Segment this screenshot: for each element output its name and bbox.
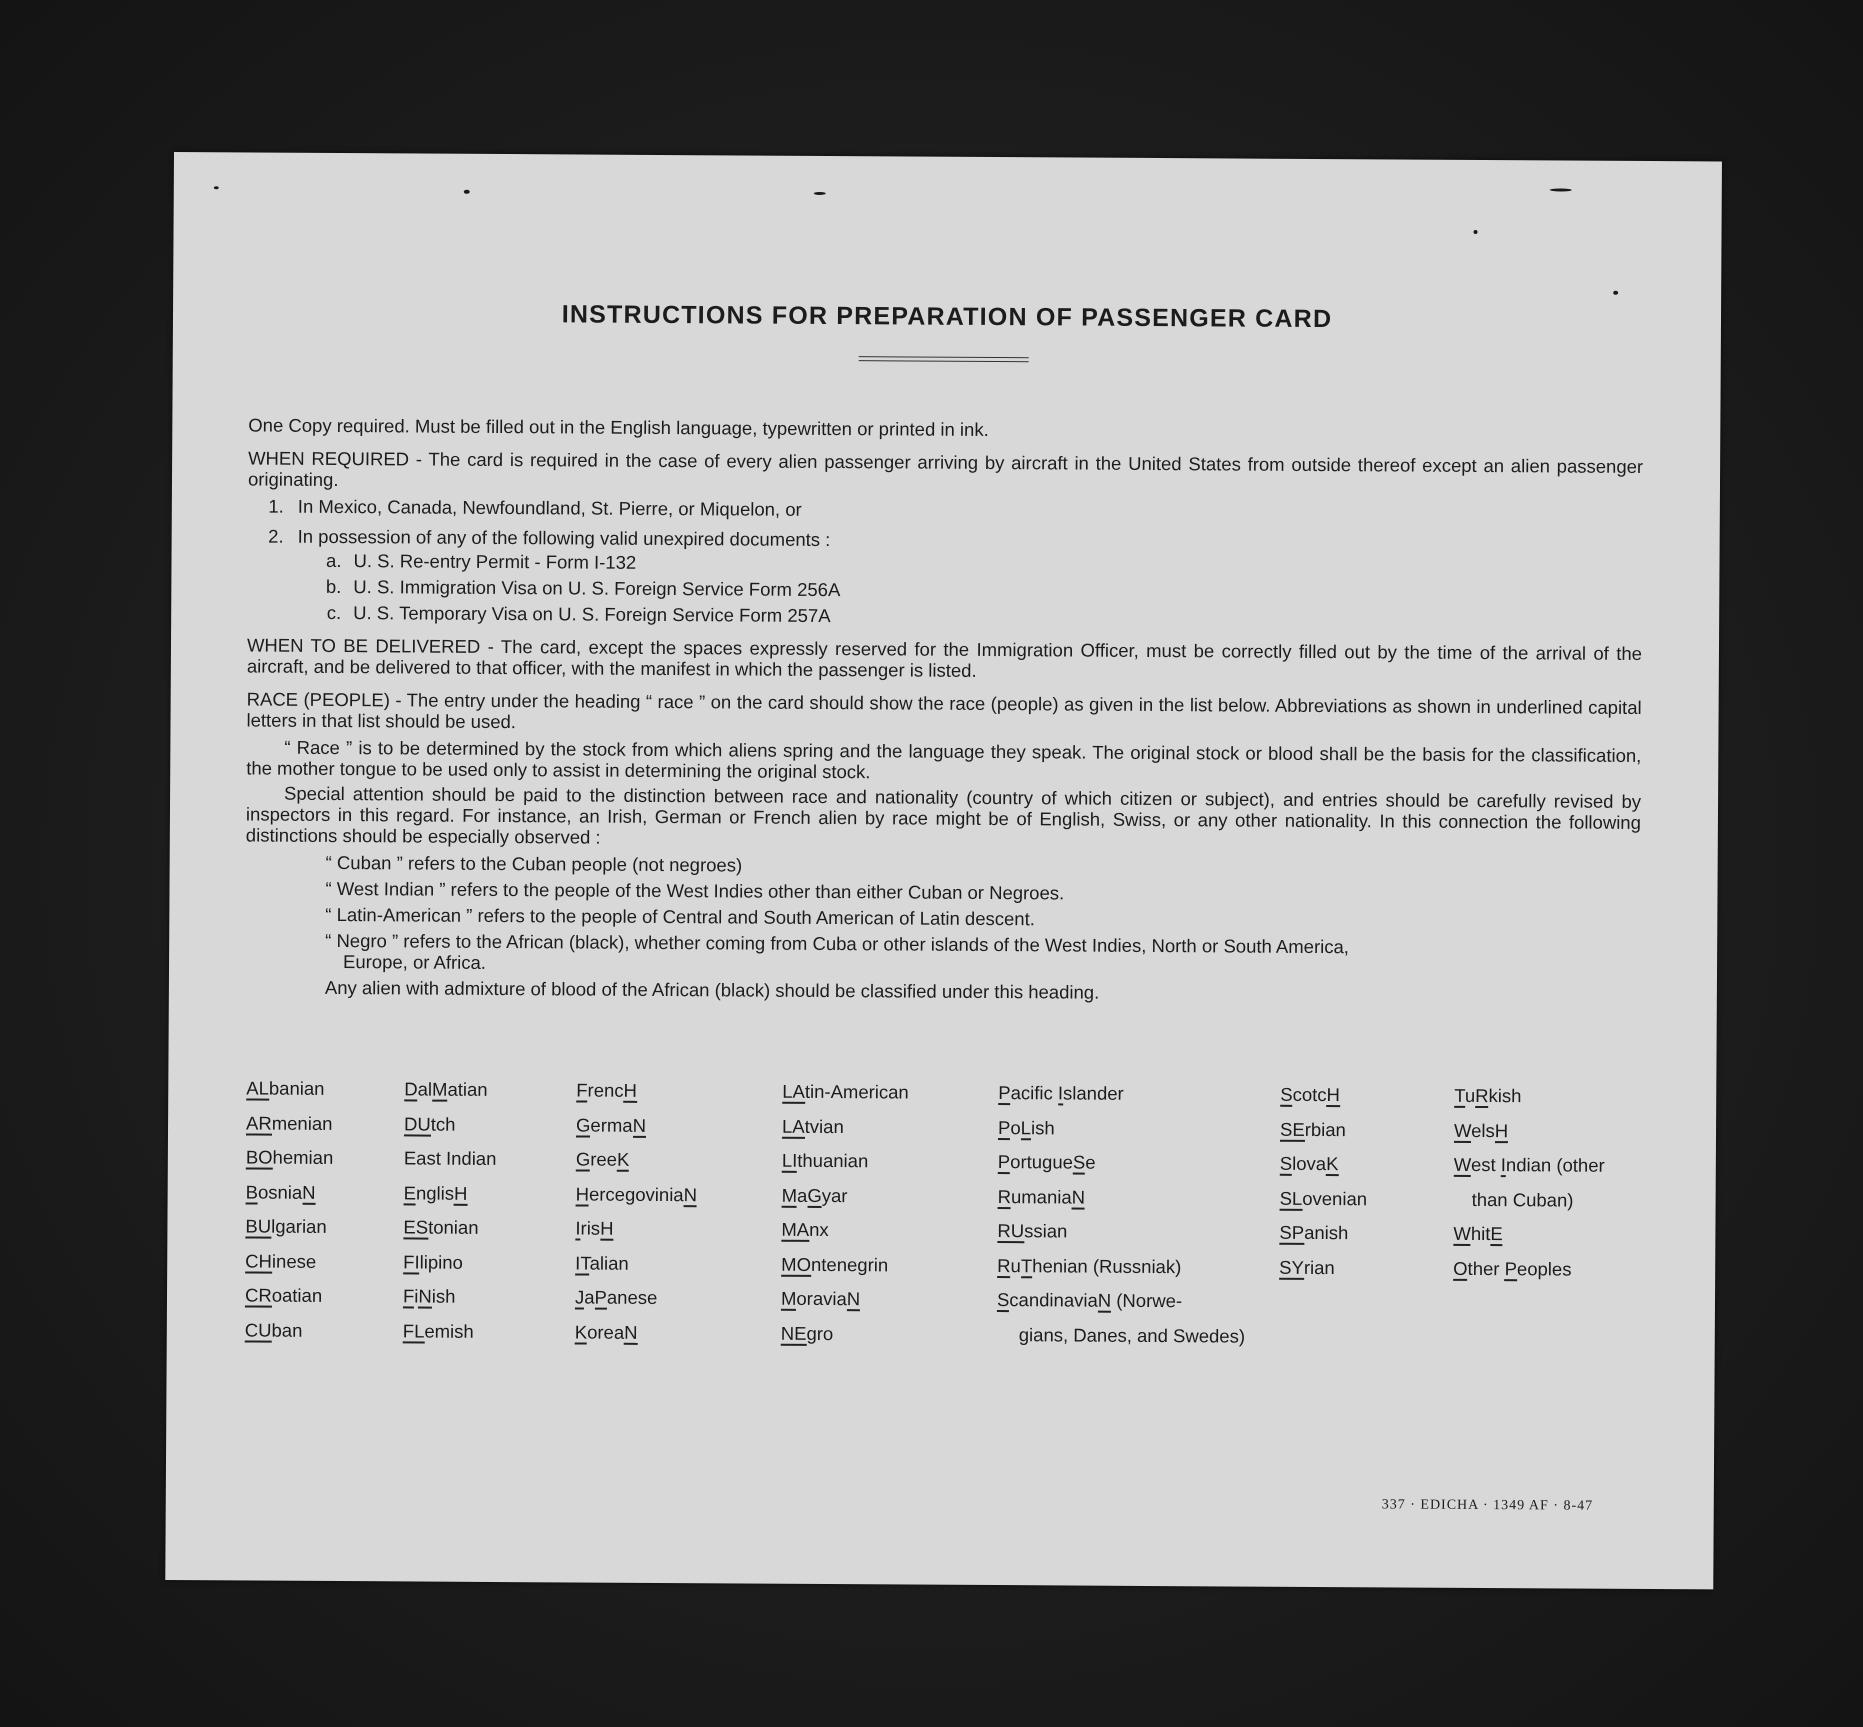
list-item: b. U. S. Immigration Visa on U. S. Foreign Service Form 256A bbox=[325, 575, 841, 601]
race-entry: PoLish bbox=[997, 1116, 1055, 1138]
race-entry: ScotcH bbox=[1280, 1083, 1340, 1106]
race-entry: DalMatian bbox=[404, 1078, 488, 1100]
race-entry: WelsH bbox=[1453, 1119, 1509, 1141]
race-entry: LIthuanian bbox=[781, 1149, 869, 1172]
race-entry: than Cuban) bbox=[1471, 1188, 1574, 1211]
race-definition-paragraph: “ Race ” is to be determined by the stock from which aliens spring and the language they speak. The original stock or blood shall be the basis for the classification, the mother tongue to be used only to assist in determining the original stock. bbox=[246, 736, 1642, 783]
race-entry: MoraviaN bbox=[780, 1287, 861, 1310]
race-entry: ScandinaviaN (Norwe- bbox=[996, 1289, 1183, 1312]
race-column-1 bbox=[245, 1077, 334, 1354]
race-entry: RuThenian (Russniak) bbox=[997, 1254, 1182, 1277]
race-entry: EnglisH bbox=[403, 1181, 468, 1204]
race-list bbox=[245, 1077, 1667, 1346]
list-item: 2. In possession of any of the following valid unexpired documents : bbox=[268, 525, 831, 551]
race-entry: East Indian bbox=[403, 1147, 497, 1169]
race-entry: LAtin-American bbox=[782, 1080, 909, 1103]
race-entry: MaGyar bbox=[781, 1184, 848, 1206]
race-entry: LAtvian bbox=[781, 1115, 844, 1137]
race-entry: ARmenian bbox=[246, 1111, 333, 1134]
race-entry: HercegoviniaN bbox=[575, 1182, 698, 1205]
race-entry: SPanish bbox=[1279, 1221, 1349, 1244]
scan-speck bbox=[1613, 291, 1618, 295]
race-nationality-paragraph: Special attention should be paid to the distinction between race and nationality (country of which citizen or subject), and entries should be carefully revised by inspectors in this regard. For instance, an Irish, German or French alien by race might be of English, Swiss, or any other nationality. In this connection the following distinctions should be especially observed : bbox=[245, 782, 1642, 848]
distinction-cuban: “ Cuban ” refers to the Cuban people (not negroes) bbox=[325, 851, 743, 876]
distinction-west-indian: “ West Indian ” refers to the people of the West Indies other than either Cuban or Negroes. bbox=[325, 877, 1065, 904]
race-entry: CHinese bbox=[245, 1249, 317, 1272]
when-required-list bbox=[247, 495, 1643, 631]
scan-speck bbox=[214, 186, 219, 189]
race-entry: JaPanese bbox=[574, 1286, 658, 1308]
race-entry: Pacific Islander bbox=[998, 1082, 1124, 1104]
race-entry: GermaN bbox=[576, 1113, 647, 1136]
race-entry: BosniaN bbox=[245, 1180, 316, 1203]
race-entry: CRoatian bbox=[244, 1284, 323, 1306]
distinctions-list bbox=[245, 851, 1641, 1006]
race-column-3 bbox=[575, 1079, 698, 1356]
race-entry: SYrian bbox=[1279, 1256, 1335, 1278]
scan-speck bbox=[1550, 188, 1572, 191]
race-entry: BOhemian bbox=[245, 1146, 334, 1168]
page-title: INSTRUCTIONS FOR PREPARATION OF PASSENGER CARD bbox=[561, 300, 1333, 334]
race-entry: IrisH bbox=[575, 1217, 614, 1239]
title-double-rule bbox=[859, 356, 1029, 362]
scan-speck bbox=[814, 192, 826, 195]
race-entry: WhitE bbox=[1453, 1222, 1503, 1245]
race-column-7 bbox=[1453, 1085, 1605, 1293]
race-column-5 bbox=[997, 1082, 1247, 1360]
race-column-4 bbox=[781, 1081, 909, 1358]
scan-speck bbox=[1474, 230, 1478, 234]
race-entry: FLemish bbox=[402, 1319, 474, 1342]
race-entry: FIlipino bbox=[403, 1250, 463, 1273]
race-entry: TuRkish bbox=[1454, 1084, 1522, 1107]
form-number: 337 · EDICHA · 1349 AF · 8-47 bbox=[1381, 1497, 1594, 1514]
race-entry: NEgro bbox=[780, 1322, 834, 1344]
race-entry: BUlgarian bbox=[245, 1215, 327, 1237]
instructions-body bbox=[245, 414, 1644, 1011]
race-entry: MAnx bbox=[781, 1218, 829, 1241]
race-column-6 bbox=[1279, 1084, 1368, 1292]
race-entry: EStonian bbox=[403, 1216, 479, 1238]
when-delivered-paragraph: WHEN TO BE DELIVERED - The card, except the spaces expressly reserved for the Immigration Officer, must be correctly filled out by the time of the arrival of the aircraft, and be delivered to that officer, with the manifest in which the passenger is listed. bbox=[246, 634, 1643, 681]
race-entry: MOntenegrin bbox=[781, 1253, 889, 1275]
race-entry: RUssian bbox=[997, 1220, 1068, 1242]
race-entry: GreeK bbox=[575, 1148, 630, 1170]
admixture-note: Any alien with admixture of blood of the African (black) should be classified under this heading. bbox=[324, 976, 1100, 1003]
race-entry: SLovenian bbox=[1279, 1187, 1368, 1209]
race-entry: CUban bbox=[244, 1318, 303, 1341]
race-entry: SErbian bbox=[1279, 1118, 1346, 1140]
race-column-2 bbox=[403, 1078, 497, 1355]
race-entry: DUtch bbox=[404, 1112, 456, 1135]
race-entry: gians, Danes, and Swedes) bbox=[1018, 1323, 1246, 1347]
when-required-paragraph: WHEN REQUIRED - The card is required in the case of every alien passenger arriving by aircraft in the United States from outside thereof except an alien passenger originating. bbox=[247, 447, 1644, 491]
race-paragraph: RACE (PEOPLE) - The entry under the heading “ race ” on the card should show the race (people) as given in the list below. Abbreviations as shown in underlined capital letters in that list should be used. bbox=[246, 688, 1642, 733]
race-entry: ALbanian bbox=[246, 1077, 325, 1099]
race-entry: PortugueSe bbox=[997, 1151, 1096, 1173]
list-item: a. U. S. Re-entry Permit - Form I-132 bbox=[326, 549, 637, 573]
list-item: c. U. S. Temporary Visa on U. S. Foreign Service Form 257A bbox=[326, 601, 831, 627]
race-entry: RumaniaN bbox=[997, 1185, 1086, 1208]
race-entry: KoreaN bbox=[574, 1320, 638, 1343]
race-entry: FrencH bbox=[576, 1079, 638, 1101]
list-item: 1. In Mexico, Canada, Newfoundland, St. Pierre, or Miquelon, or bbox=[268, 495, 802, 520]
race-entry: Other Peoples bbox=[1453, 1257, 1572, 1280]
race-entry: West Indian (other bbox=[1453, 1153, 1605, 1176]
document-sub-list bbox=[247, 549, 1642, 631]
race-entry: SlovaK bbox=[1279, 1152, 1339, 1175]
distinction-negro: “ Negro ” refers to the African (black), whether coming from Cuba or other islands of the West Indies, North or South America, Europe, or Africa. bbox=[325, 929, 1350, 973]
race-entry: FiNish bbox=[402, 1285, 456, 1307]
scan-speck bbox=[464, 190, 470, 194]
intro-paragraph: One Copy required. Must be filled out in the English language, typewritten or printed in ink. bbox=[248, 414, 989, 440]
passenger-card-instructions bbox=[165, 152, 1722, 1589]
race-entry: ITalian bbox=[575, 1251, 629, 1274]
distinction-latin-american: “ Latin-American ” refers to the people of Central and South American of Latin descent. bbox=[325, 903, 1035, 930]
